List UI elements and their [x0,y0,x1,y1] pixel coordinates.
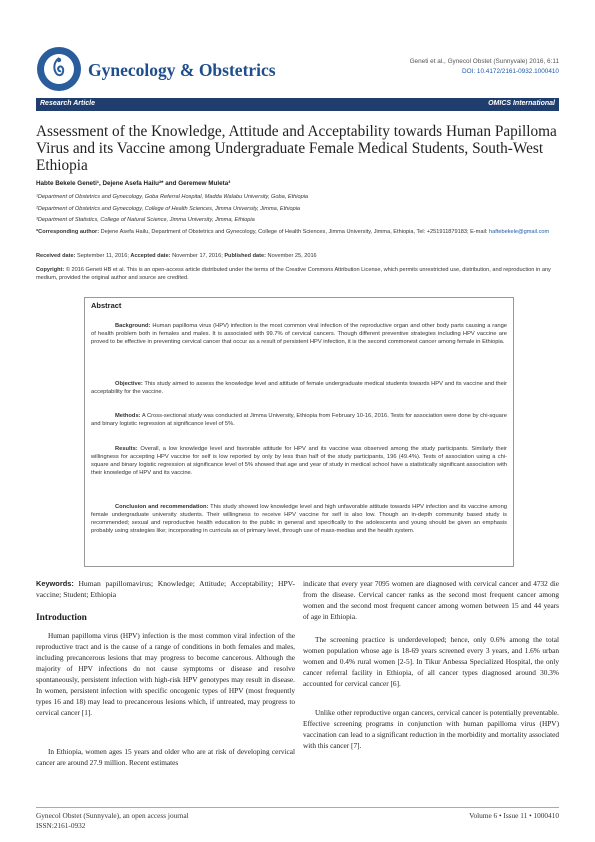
objective-label: Objective: [115,381,143,387]
abstract-conclusion [91,503,507,535]
received-date: September 11, 2016; [75,253,131,259]
corresponding-text: Dejene Asefa Hailu, Department of Obstetrics and Gynecology, College of Health Sciences, Jimma University, Jimma, Ethiopia, Tel: +251911879183; E-mail: [99,229,490,235]
abstract-background [91,322,507,346]
accepted-label: Accepted date: [130,253,171,259]
published-label: Published date: [224,253,266,259]
copyright-label: Copyright: [36,267,65,273]
keywords [36,578,295,600]
corresponding-author [36,228,559,236]
abstract-results [91,445,507,477]
methods-label: Methods: [115,413,141,419]
publisher-label: OMICS International [488,99,555,107]
corresponding-email[interactable]: haftebekele@gmail.com [489,229,550,235]
intro-paragraph-5: Unlike other reproductive organ cancers, cervical cancer is potentially preventable. Effective screening programs in conjunction with human papilloma virus (HPV) vaccination can lead to a significant reduction in the morbidity and mortality associated with this cancer [7]. [303,708,559,750]
intro-paragraph-1: Human papilloma virus (HPV) infection is the most common viral infection of the reproductive tract and is the cause of a range of conditions in both females and males, including precancerous lesions that may progress to become cancerous. Although the majority of HPV infections do not cause symptoms or disease and resolve spontaneously, persistent infection with high-risk HPV genotypes may result in disease. In women, persistent infection with specific oncogenic types of HPV (most frequently types 16 and 18) may lead to precancerous lesions which, if untreated, may progress to cervical cancer [1]. [36,631,295,717]
doi-link[interactable]: DOI: 10.4172/2161-0932.1000410 [461,68,559,75]
results-label: Results: [115,446,138,452]
conclusion-label: Conclusion and recommendation: [115,504,209,510]
journal-name[interactable]: Gynecology & Obstetrics [88,60,276,80]
footer-journal-line: Gynecol Obstet (Sunnyvale), an open access journal [36,811,189,820]
article-type-bar [36,98,559,111]
intro-paragraph-4: The screening practice is underdeveloped; hence, only 0.6% among the total women population whose age is 18-69 years screened every 3 years, and 1.6% urban women and 0.4% rural women [2-5]. In Tikur Anbessa Specialized Hospital, the only cancer referral facility in Ethiopia, of all cancer types diagnosed around 30.3% accounted for cervical cancer [6]. [303,635,559,688]
article-title: Assessment of the Knowledge, Attitude and Acceptability towards Human Papilloma Virus and its Vaccine among Undergraduate Female Medical Students, South-West Ethiopia [36,123,557,174]
abstract-heading: Abstract [91,301,122,310]
citation-text: Geneti et al., Gynecol Obstet (Sunnyvale) 2016, 6:11 [409,58,559,65]
footer-issn: ISSN:2161-0932 [36,821,86,830]
conclusion-text: This study showed low knowledge level and high unfavorable attitude towards HPV infection and its vaccine among female undergraduate university students. Their willingness to receive HPV vaccine for self is also low. Though an in-depth community based study is recommended; sexual and reproductive health education to the public in general and specifically to the adolescents and young should be given an emphasis probably using strategies like; incorporating in curricula as of primary level, through use of mass-medias and the health system. [91,504,507,534]
footer-divider [36,807,559,808]
footer-volume-info: Volume 6 • Issue 11 • 1000410 [469,811,559,820]
article-type-label: Research Article [40,99,95,107]
results-text: Overall, a low knowledge level and favorable attitude for HPV and its vaccine was observed among the study participants. Similarly their willingness for accepting HPV vaccine for self is low reported by only by less than half of the study participants, 196 (49.4%). Tests of association using a chi-square and binary logistic regression at significance level of 5% showed that age and year of study in medical school have a statistically significant association with their knowledge of HPV and its vaccine. [91,446,507,476]
copyright-text: © 2016 Geneti HB et al. This is an open-access article distributed under the terms of the Creative Commons Attribution License, which permits unrestricted use, distribution, and reproduction in any medium, provided the original author and source are credited. [36,267,551,281]
background-label: Background: [115,323,151,329]
affiliation-1: ¹Department of Obstetrics and Gynecology, Goba Referral Hospital, Madda Walabu University, Goba, Ethiopia [36,194,309,200]
background-text: Human papilloma virus (HPV) infection is the most common viral infection of the reproductive organ and other body parts causing a range of health problem both in females and males. It is associated with 99.7% of cervical cancers. Though different preventive strategies including HPV vaccine are proved to be effective in preventing cervical cancer that occur as a result of persistent HPV infection, it is the second commonest cancer among female in Ethiopia. [91,323,507,345]
affiliation-3: ³Department of Statistics, College of Natural Science, Jimma University, Jimma, Ethiopia [36,217,255,223]
published-date: November 25, 2016 [265,253,317,259]
introduction-heading: Introduction [36,613,87,623]
received-label: Received date: [36,253,76,259]
footer-journal-info [36,811,189,831]
keywords-label: Keywords: [36,579,74,588]
article-dates [36,253,317,259]
abstract-methods [91,412,507,428]
abstract-box [84,297,514,567]
methods-text: A Cross-sectional study was conducted at Jimma University, Ethiopia from February 10-16, 2016. Tests for association were done by chi-square and binary logistic regression at significance level of 5%. [91,413,507,427]
objective-text: This study aimed to assess the knowledge level and attitude of female undergraduate medical students towards HPV and its vaccine and their acceptability for the vaccine. [91,381,507,395]
intro-paragraph-3: indicate that every year 7095 women are diagnosed with cervical cancer and 4732 die from the disease. Cervical cancer ranks as the second most frequent cancer among women and the second most frequent cancer among women between 15 and 44 years of age in Ethiopia. [303,579,559,621]
keywords-text: Human papillomavirus; Knowledge; Attitude; Acceptability; HPV-vaccine; Student; Ethiopia [36,579,295,599]
article-citation [410,57,559,77]
corresponding-label: *Corresponding author: [36,229,100,235]
accepted-date: November 17, 2016; [170,253,225,259]
affiliation-2: ²Department of Obstetrics and Gynecology, College of Health Sciences, Jimma University, Jimma, Ethiopia [36,206,301,212]
author-list: Habte Bekele Geneti¹, Dejene Asefa Hailu²* and Geremew Muleta³ [36,180,231,187]
journal-logo [36,46,82,92]
intro-paragraph-2: In Ethiopia, women ages 15 years and older who are at risk of developing cervical cancer are around 27.9 million. Recent estimates [36,747,295,767]
copyright-notice [36,266,559,282]
abstract-objective [91,380,507,396]
